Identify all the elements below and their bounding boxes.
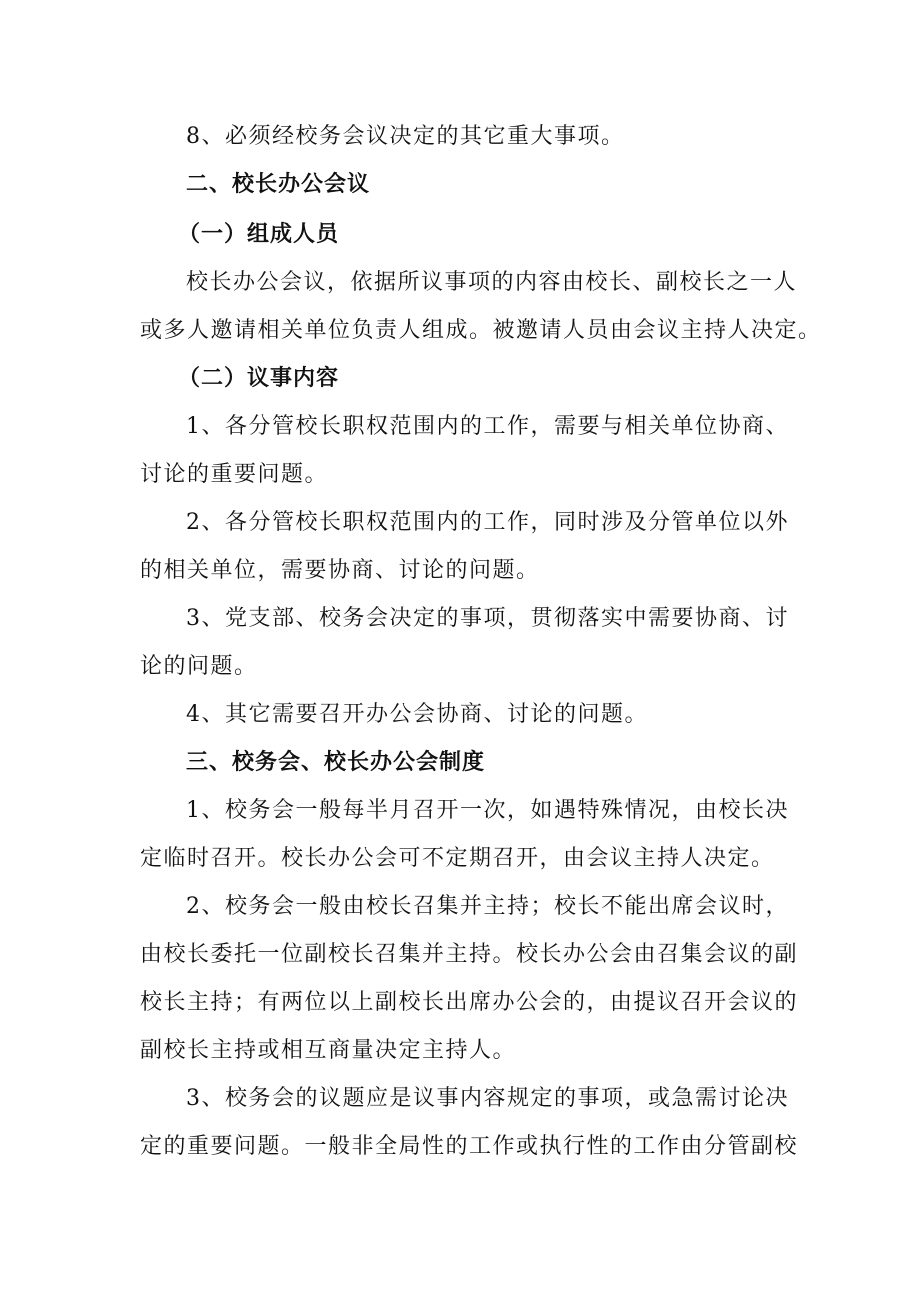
paragraph-line: 或多人邀请相关单位负责人组成。被邀请人员由会议主持人决定。 xyxy=(140,318,822,343)
paragraph-line: 讨论的重要问题。 xyxy=(140,462,329,487)
paragraph-line: 2、各分管校长职权范围内的工作，同时涉及分管单位以外 xyxy=(186,510,789,535)
paragraph-line: 论的问题。 xyxy=(140,654,258,679)
paragraph-line: 3、党支部、校务会决定的事项，贯彻落实中需要协商、讨 xyxy=(186,606,789,631)
paragraph-line: 定的重要问题。一般非全局性的工作或执行性的工作由分管副校 xyxy=(140,1134,799,1159)
paragraph-line: 1、各分管校长职权范围内的工作，需要与相关单位协商、 xyxy=(186,414,789,439)
paragraph-line: 2、校务会一般由校长召集并主持；校长不能出席会议时， xyxy=(186,894,789,919)
section-heading-2: 二、校长办公会议 xyxy=(186,172,371,197)
paragraph-line: 1、校务会一般每半月召开一次，如遇特殊情况，由校长决 xyxy=(186,798,789,823)
paragraph-line: 校长办公会议，依据所议事项的内容由校长、副校长之一人 xyxy=(186,270,798,295)
paragraph-line: 校长主持；有两位以上副校长出席办公会的，由提议召开会议的 xyxy=(140,990,799,1015)
paragraph-item-8: 8、必须经校务会议决定的其它重大事项。 xyxy=(186,124,625,149)
paragraph-line: 的相关单位，需要协商、讨论的问题。 xyxy=(140,558,540,583)
paragraph-line: 3、校务会的议题应是议事内容规定的事项，或急需讨论决 xyxy=(186,1086,789,1111)
subheading-composition: （一）组成人员 xyxy=(178,222,340,247)
paragraph-line: 副校长主持或相互商量决定主持人。 xyxy=(140,1038,517,1063)
section-heading-3: 三、校务会、校长办公会制度 xyxy=(186,750,486,775)
subheading-agenda: （二）议事内容 xyxy=(178,366,340,391)
paragraph-line: 4、其它需要召开办公会协商、讨论的问题。 xyxy=(186,702,648,727)
paragraph-line: 定临时召开。校长办公会可不定期召开，由会议主持人决定。 xyxy=(140,846,775,871)
paragraph-line: 由校长委托一位副校长召集并主持。校长办公会由召集会议的副 xyxy=(140,942,799,967)
